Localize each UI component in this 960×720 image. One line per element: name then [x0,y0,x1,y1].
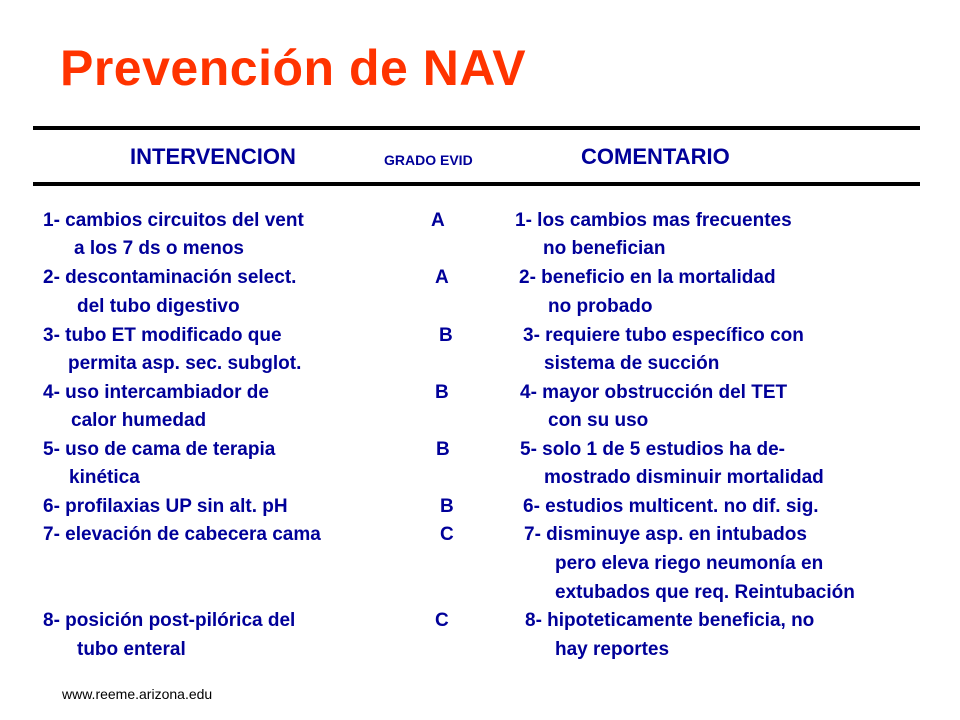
comment-text: 2- beneficio en la mortalidad [519,267,776,288]
comment-text: 6- estudios multicent. no dif. sig. [523,496,819,517]
intervention-text: 6- profilaxias UP sin alt. pH [43,496,288,517]
grade-text: B [439,325,453,346]
table-row [0,406,960,435]
comment-text: 5- solo 1 de 5 estudios ha de- [520,439,786,460]
comment-text: mostrado disminuir mortalidad [544,467,824,488]
bottom-rule [33,182,920,186]
intervention-text: calor humedad [71,410,207,431]
comment-text: sistema de succión [544,353,720,374]
table-row [0,378,960,407]
comment-text: hay reportes [555,639,670,660]
table-row [0,349,960,378]
grade-text: A [435,267,449,288]
table-row [0,234,960,263]
comment-text: extubados que req. Reintubación [555,582,855,603]
intervention-text: 2- descontaminación select. [43,267,297,288]
grade-text: B [436,439,450,460]
comment-text: 7- disminuye asp. en intubados [524,524,807,545]
table-row [0,206,960,235]
header-grade: GRADO EVID [384,152,473,168]
intervention-text: 7- elevación de cabecera cama [43,524,321,545]
comment-text: 1- los cambios mas frecuentes [515,210,792,231]
intervention-text: permita asp. sec. subglot. [68,353,302,374]
grade-text: C [435,610,449,631]
grade-text: A [431,210,445,231]
comment-text: no probado [548,296,653,317]
table-row [0,292,960,321]
source-url: www.reeme.arizona.edu [62,686,213,702]
comment-text: con su uso [548,410,649,431]
header-intervention: INTERVENCION [130,144,296,169]
grade-text: B [435,382,449,403]
table-row [0,549,960,578]
intervention-text: 8- posición post-pilórica del [43,610,296,631]
intervention-text: a los 7 ds o menos [74,238,244,259]
comment-text: 8- hipoteticamente beneficia, no [525,610,815,631]
intervention-text: del tubo digestivo [77,296,240,317]
intervention-text: tubo enteral [77,639,186,660]
grade-text: B [440,496,454,517]
intervention-text: kinética [69,467,140,488]
table-row [0,492,960,521]
comment-text: no benefician [543,238,666,259]
page-title: Prevención de NAV [60,40,527,96]
header-comment: COMENTARIO [581,144,730,169]
intervention-text: 5- uso de cama de terapia [43,439,276,460]
table-row [0,463,960,492]
comment-text: 4- mayor obstrucción del TET [520,382,788,403]
grade-text: C [440,524,454,545]
intervention-text: 3- tubo ET modificado que [43,325,282,346]
table-row [0,321,960,350]
comment-text: pero eleva riego neumonía en [555,553,824,574]
top-rule [33,126,920,130]
table-row [0,520,960,549]
table-row [0,606,960,635]
table-row [0,435,960,464]
table-row [0,635,960,664]
table-row [0,263,960,292]
comment-text: 3- requiere tubo específico con [523,325,804,346]
intervention-text: 4- uso intercambiador de [43,382,269,403]
table-row [0,578,960,607]
intervention-text: 1- cambios circuitos del vent [43,210,304,231]
